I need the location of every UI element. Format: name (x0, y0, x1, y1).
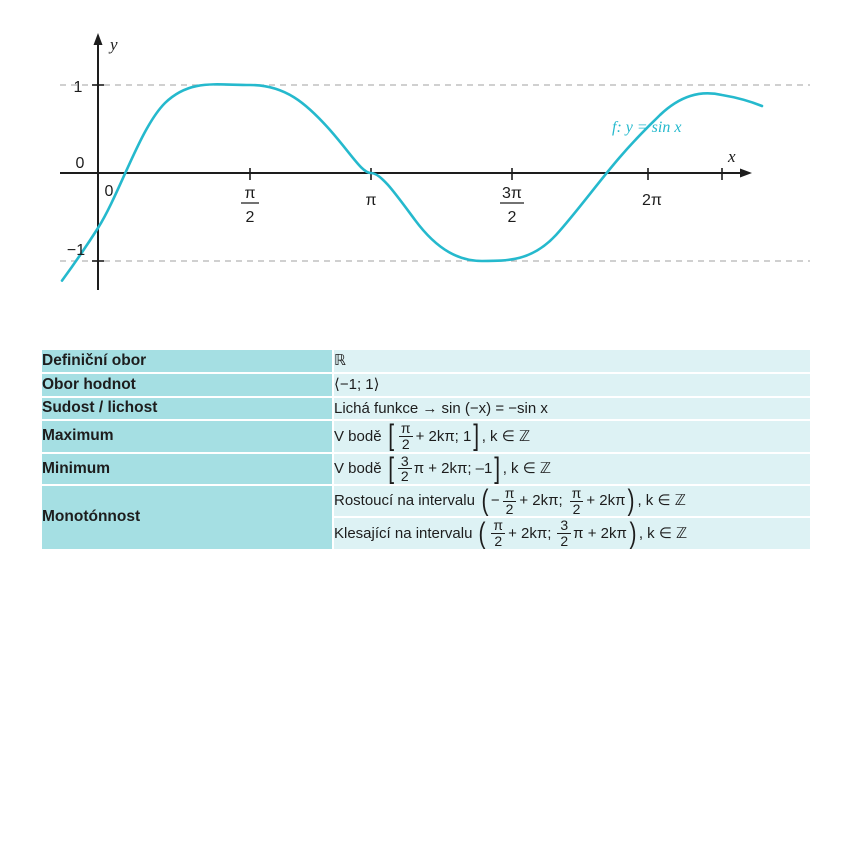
row-label-parity: Sudost / lichost (41, 397, 333, 421)
row-label-monotonicity: Monotónnost (41, 485, 333, 550)
minimum-prefix: V bodě (334, 459, 382, 477)
increasing-tail: + 2kπ (586, 492, 626, 510)
maximum-close-bracket: ] (473, 419, 480, 453)
minimum-mid: π + 2kπ; –1 (413, 459, 493, 477)
decreasing-suffix: , k ∈ ℤ (638, 524, 688, 542)
decreasing-open-paren: ( (478, 516, 486, 550)
sine-curve (62, 84, 762, 280)
minimum-open-bracket: [ (387, 451, 394, 485)
domain-value-text: ℝ (334, 351, 346, 369)
table-row (41, 420, 811, 452)
increasing-open-paren: ( (481, 484, 489, 518)
minimum-frac-numerator: 3 (400, 452, 409, 469)
xtick-label-pi-over-2 (241, 185, 259, 226)
increasing-suffix: , k ∈ ℤ (637, 492, 686, 510)
increasing-mid: + 2kπ; (519, 492, 563, 510)
maximum-open-bracket: [ (387, 419, 394, 453)
row-label-minimum: Minimum (41, 453, 333, 485)
decreasing-mid: + 2kπ; (508, 524, 552, 542)
decreasing-prefix: Klesající na intervalu (334, 524, 473, 542)
increasing-close-paren: ) (627, 484, 635, 518)
decreasing-left-numerator: π (493, 517, 504, 534)
row-label-maximum: Maximum (41, 420, 333, 452)
table-row (41, 349, 811, 373)
decreasing-tail: π + 2kπ (573, 524, 627, 542)
decreasing-left-denominator: 2 (491, 533, 505, 549)
y-axis-arrow (94, 33, 103, 45)
table-row (41, 397, 811, 421)
decreasing-right-numerator: 3 (560, 517, 569, 534)
row-value-monotonicity-increasing (333, 485, 811, 517)
function-properties-table (40, 348, 812, 551)
svg-text:3π: 3π (502, 185, 522, 202)
increasing-right-numerator: π (571, 485, 582, 501)
x-axis-label: x (728, 147, 736, 166)
curve-label: f: y = sin x (612, 119, 682, 136)
decreasing-fraction-right (557, 518, 571, 548)
maximum-prefix: V bodě (334, 427, 382, 445)
row-value-domain (333, 349, 811, 373)
svg-text:2: 2 (507, 209, 517, 226)
row-label-domain: Definiční obor (41, 349, 333, 373)
ytick-label-1: 1 (73, 79, 83, 96)
increasing-prefix: Rostoucí na intervalu (334, 492, 475, 510)
maximum-frac-denominator: 2 (399, 436, 413, 452)
table-row (41, 485, 811, 517)
minimum-suffix: , k ∈ ℤ (502, 459, 552, 477)
row-value-minimum (333, 453, 811, 485)
xtick-label-0: 0 (104, 183, 114, 200)
minimum-fraction (398, 454, 412, 484)
row-label-range: Obor hodnot (41, 373, 333, 397)
row-value-maximum (333, 420, 811, 452)
ytick-label-0: 0 (75, 155, 85, 172)
increasing-fraction-right (569, 486, 585, 516)
svg-text:π: π (244, 185, 256, 202)
maximum-suffix: , k ∈ ℤ (481, 427, 531, 445)
row-value-range: ⟨−1; 1⟩ (333, 373, 811, 397)
table-row (41, 453, 811, 485)
xtick-label-pi: π (365, 192, 377, 209)
row-value-monotonicity-decreasing (333, 517, 811, 549)
xtick-label-2pi: 2π (642, 192, 662, 209)
sine-function-graph (0, 0, 852, 320)
increasing-left-denominator: 2 (503, 501, 517, 517)
ytick-label-minus-1: −1 (66, 242, 86, 259)
chart-svg (0, 0, 852, 320)
decreasing-close-paren: ) (629, 516, 637, 550)
maximum-mid: + 2kπ; 1 (415, 427, 472, 445)
decreasing-fraction-left (490, 518, 506, 548)
increasing-right-denominator: 2 (570, 501, 584, 517)
svg-text:2: 2 (245, 209, 255, 226)
increasing-sign: − (490, 492, 500, 510)
decreasing-right-denominator: 2 (557, 533, 571, 549)
y-axis-label: y (110, 35, 118, 54)
increasing-left-numerator: π (504, 485, 515, 501)
xtick-label-3pi-over-2 (500, 185, 524, 226)
minimum-close-bracket: ] (494, 451, 501, 485)
row-value-parity: Lichá funkce → sin (−x) = −sin x (333, 397, 811, 421)
maximum-frac-numerator: π (400, 420, 411, 437)
increasing-fraction-left (502, 486, 518, 516)
minimum-frac-denominator: 2 (398, 468, 412, 484)
table-row (41, 373, 811, 397)
x-axis-arrow (740, 169, 752, 178)
maximum-fraction (398, 421, 414, 451)
